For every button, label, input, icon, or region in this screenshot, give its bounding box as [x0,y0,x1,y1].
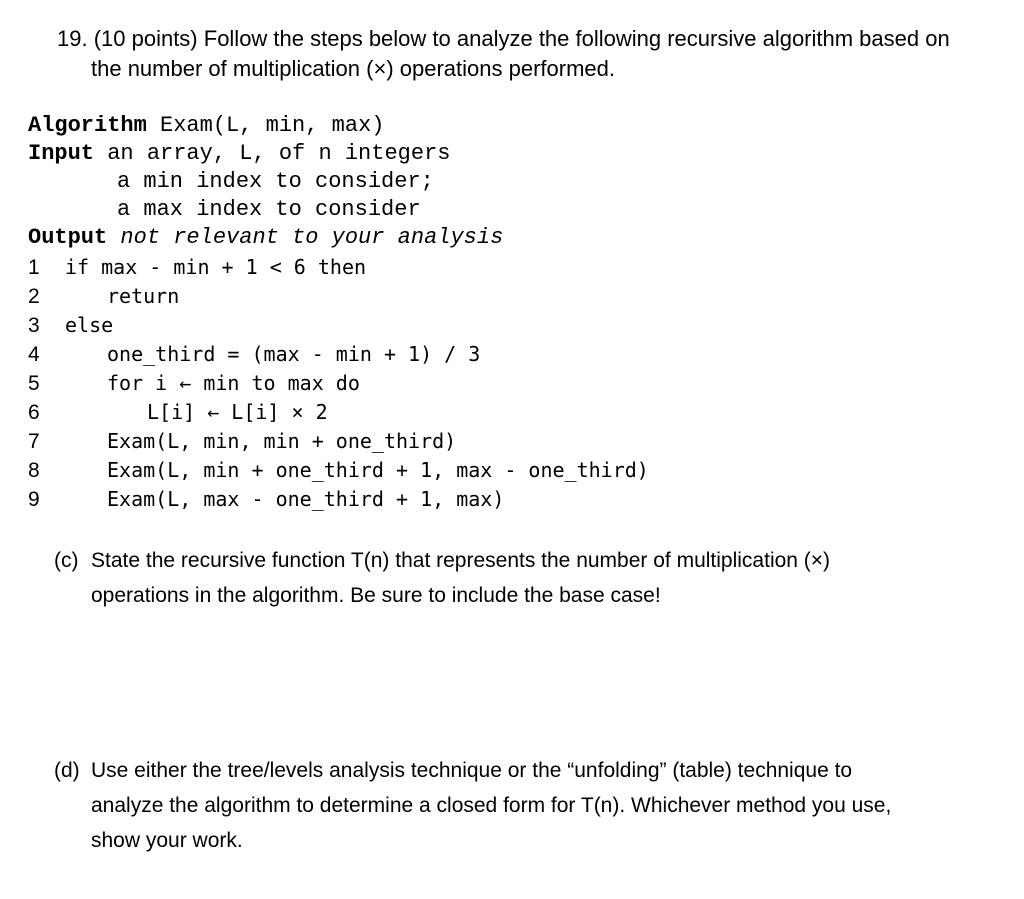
code-text: Exam(L, min, min + one_third) [107,429,457,453]
part-c-label: (c) [54,549,79,572]
input-description-line3: a max index to consider [117,197,421,222]
output-description: not relevant to your analysis [120,225,504,250]
code-line [28,456,649,485]
line-number: 4 [28,343,40,366]
code-line [28,485,505,514]
line-number: 7 [28,430,40,453]
part-c-text: State the recursive function T(n) that represents the number of multiplication (×) [91,549,831,572]
code-line [28,282,180,311]
code-text: if max - min + 1 < 6 then [65,255,367,279]
line-number: 3 [28,314,40,337]
code-line [28,311,114,340]
input-description-line2: a min index to consider; [117,169,434,194]
code-line [28,253,367,282]
algorithm-output [28,224,503,252]
algorithm-keyword: Algorithm [28,113,147,138]
code-line [28,427,457,456]
code-text: for i ← min to max do [107,371,360,395]
algorithm-input [28,140,450,168]
part-c-text-continued: operations in the algorithm. Be sure to include the base case! [91,584,661,607]
code-text: Exam(L, min + one_third + 1, max - one_third) [107,458,649,482]
algorithm-signature [28,112,384,140]
algorithm-name: Exam(L, min, max) [146,113,385,138]
line-number: 1 [28,256,40,279]
input-keyword: Input [28,141,95,166]
line-number: 9 [28,488,40,511]
code-text: Exam(L, max - one_third + 1, max) [107,487,505,511]
code-line [28,340,481,369]
part-d-text-end: show your work. [91,829,243,852]
line-number: 2 [28,285,40,308]
input-description: an array, L, of n integers [94,141,451,166]
line-number: 5 [28,372,40,395]
code-text: else [65,313,114,337]
question-title: 19. (10 points) Follow the steps below to analyze the following recursive algorithm based on [57,26,950,51]
part-d-text-continued: analyze the algorithm to determine a closed form for T(n). Whichever method you use, [91,794,892,817]
line-number: 8 [28,459,40,482]
output-keyword: Output [28,225,108,250]
code-text: L[i] ← L[i] × 2 [147,400,328,424]
part-d-text: Use either the tree/levels analysis technique or the “unfolding” (table) technique to [91,759,853,782]
code-text: one_third = (max - min + 1) / 3 [107,342,481,366]
part-d-label: (d) [54,759,80,782]
code-line [28,369,360,398]
line-number: 6 [28,401,40,424]
code-text: return [107,284,180,308]
question-title-continued: the number of multiplication (×) operations performed. [91,56,615,81]
code-line [28,398,328,427]
